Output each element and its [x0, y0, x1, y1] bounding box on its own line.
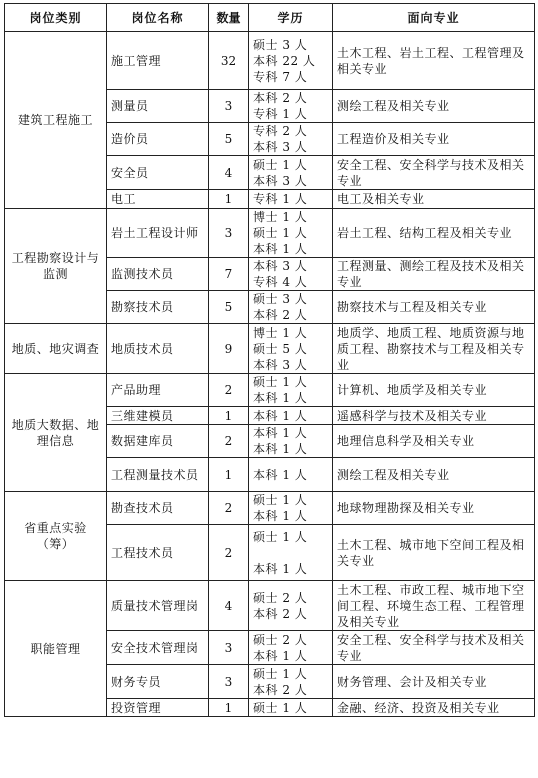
category-label: 职能管理 — [30, 641, 81, 656]
major-cell-text: 地理信息科学及相关专业 — [337, 434, 475, 448]
count-cell-text: 3 — [224, 640, 233, 655]
education-cell — [249, 458, 333, 492]
position-cell — [107, 407, 209, 425]
position-cell — [107, 324, 209, 374]
education-cell-text: 博士 1 人 硕士 1 人 本科 1 人 — [253, 210, 308, 256]
count-cell-text: 9 — [224, 341, 233, 356]
major-cell-text: 计算机、地质学及相关专业 — [337, 383, 488, 397]
table-row — [5, 374, 535, 407]
education-cell-text: 硕士 1 人 本科 1 人 — [253, 493, 308, 523]
education-cell — [249, 291, 333, 324]
major-cell — [333, 291, 535, 324]
major-cell-text: 岩土工程、结构工程及相关专业 — [337, 226, 513, 240]
education-cell — [249, 374, 333, 407]
major-cell — [333, 425, 535, 458]
header-row — [5, 4, 535, 32]
education-cell — [249, 525, 333, 581]
education-cell — [249, 492, 333, 525]
major-cell-text: 金融、经济、投资及相关专业 — [337, 700, 500, 715]
major-cell-text: 勘察技术与工程及相关专业 — [337, 300, 488, 314]
position-cell-text: 投资管理 — [111, 700, 162, 715]
count-cell-text: 2 — [224, 434, 233, 448]
major-cell — [333, 209, 535, 258]
recruitment-table — [4, 3, 535, 717]
count-cell-text: 4 — [224, 598, 233, 613]
education-cell — [249, 699, 333, 717]
major-cell — [333, 156, 535, 190]
education-cell-text: 专科 2 人 本科 3 人 — [253, 124, 308, 154]
count-cell — [209, 258, 249, 291]
education-cell — [249, 665, 333, 699]
position-cell-text: 勘察技术员 — [111, 300, 174, 314]
category-label: 建筑工程施工 — [17, 113, 93, 127]
count-cell-text: 7 — [224, 267, 233, 281]
education-cell-text: 硕士 2 人 本科 2 人 — [253, 590, 308, 621]
education-cell-text: 博士 1 人 硕士 5 人 本科 3 人 — [253, 325, 308, 372]
major-cell — [333, 525, 535, 581]
count-cell — [209, 291, 249, 324]
education-cell — [249, 156, 333, 190]
position-cell — [107, 374, 209, 407]
position-cell-text: 电工 — [111, 192, 137, 206]
count-cell — [209, 581, 249, 631]
position-cell — [107, 123, 209, 156]
major-cell — [333, 324, 535, 374]
position-cell-text: 造价员 — [111, 132, 149, 146]
major-cell-text: 土木工程、市政工程、城市地下空间工程、环境生态工程、工程管理及相关专业 — [337, 582, 525, 629]
education-cell-text: 专科 1 人 — [253, 192, 308, 206]
position-cell-text: 数据建库员 — [111, 434, 174, 448]
position-cell-text: 工程技术员 — [111, 545, 174, 560]
major-cell-text: 遥感科学与技术及相关专业 — [337, 408, 488, 423]
position-cell — [107, 425, 209, 458]
table-row — [5, 209, 535, 258]
position-cell-text: 勘查技术员 — [111, 501, 174, 515]
major-cell — [333, 374, 535, 407]
position-cell — [107, 90, 209, 123]
education-cell — [249, 631, 333, 665]
category-label: 省重点实验（筹） — [24, 521, 87, 551]
category-label: 工程勘察设计与监测 — [11, 251, 100, 281]
count-cell-text: 3 — [224, 674, 233, 689]
education-cell — [249, 425, 333, 458]
major-cell-text: 工程测量、测绘工程及技术及相关专业 — [337, 259, 525, 289]
position-cell-text: 地质技术员 — [111, 341, 174, 356]
education-cell-text: 本科 1 人 — [253, 467, 308, 482]
major-cell — [333, 665, 535, 699]
position-cell-text: 安全技术管理岗 — [111, 640, 199, 655]
position-cell-text: 三维建模员 — [111, 408, 174, 423]
major-cell-text: 土木工程、岩土工程、工程管理及相关专业 — [337, 45, 525, 76]
table-row — [5, 492, 535, 525]
education-cell — [249, 407, 333, 425]
education-cell-text: 硕士 1 人 本科 1 人 — [253, 375, 308, 405]
education-cell — [249, 123, 333, 156]
major-cell-text: 测绘工程及相关专业 — [337, 99, 450, 113]
position-cell — [107, 32, 209, 90]
education-cell-text: 硕士 3 人 本科 2 人 — [253, 292, 308, 322]
education-cell — [249, 32, 333, 90]
position-cell — [107, 631, 209, 665]
count-cell — [209, 90, 249, 123]
table-row — [5, 581, 535, 631]
count-cell — [209, 407, 249, 425]
education-cell-text: 硕士 1 人 本科 2 人 — [253, 666, 308, 697]
education-cell-text: 本科 3 人 专科 4 人 — [253, 259, 308, 289]
position-cell — [107, 291, 209, 324]
major-cell — [333, 407, 535, 425]
count-cell-text: 1 — [224, 467, 233, 482]
count-cell-text: 1 — [224, 408, 233, 423]
position-cell-text: 岩土工程设计师 — [111, 226, 199, 240]
education-cell-text: 本科 1 人 本科 1 人 — [253, 426, 308, 456]
count-cell — [209, 324, 249, 374]
count-cell — [209, 123, 249, 156]
position-cell — [107, 492, 209, 525]
major-cell — [333, 190, 535, 209]
header-education: 学历 — [249, 4, 333, 32]
count-cell — [209, 32, 249, 90]
count-cell-text: 5 — [224, 300, 233, 314]
count-cell — [209, 458, 249, 492]
header-category: 岗位类别 — [5, 4, 107, 32]
position-cell — [107, 581, 209, 631]
major-cell-text: 财务管理、会计及相关专业 — [337, 674, 488, 689]
education-cell — [249, 190, 333, 209]
major-cell-text: 土木工程、城市地下空间工程及相关专业 — [337, 537, 525, 568]
count-cell — [209, 156, 249, 190]
major-cell-text: 安全工程、安全科学与技术及相关专业 — [337, 632, 525, 663]
education-cell-text: 硕士 1 人 — [253, 700, 308, 715]
position-cell — [107, 525, 209, 581]
count-cell-text: 1 — [224, 700, 233, 715]
category-cell — [5, 492, 107, 581]
position-cell-text: 监测技术员 — [111, 267, 174, 281]
education-cell — [249, 90, 333, 123]
count-cell-text: 5 — [224, 132, 233, 146]
position-cell-text: 质量技术管理岗 — [111, 598, 199, 613]
category-cell — [5, 374, 107, 492]
count-cell-text: 1 — [224, 192, 233, 206]
education-cell — [249, 258, 333, 291]
count-cell — [209, 425, 249, 458]
position-cell — [107, 665, 209, 699]
education-cell — [249, 324, 333, 374]
count-cell — [209, 665, 249, 699]
count-cell — [209, 631, 249, 665]
major-cell-text: 工程造价及相关专业 — [337, 132, 450, 146]
education-cell-text: 硕士 3 人 本科 22 人 专科 7 人 — [253, 37, 316, 84]
major-cell — [333, 492, 535, 525]
count-cell-text: 2 — [224, 383, 233, 397]
count-cell-text: 3 — [224, 99, 233, 113]
education-cell-text: 硕士 1 人 本科 1 人 — [253, 529, 308, 576]
education-cell-text: 硕士 1 人 本科 3 人 — [253, 157, 308, 188]
major-cell — [333, 631, 535, 665]
category-label: 地质大数据、地理信息 — [11, 417, 100, 448]
position-cell — [107, 156, 209, 190]
table-body — [5, 32, 535, 717]
count-cell-text: 2 — [224, 501, 233, 515]
header-position: 岗位名称 — [107, 4, 209, 32]
category-cell — [5, 324, 107, 374]
major-cell — [333, 581, 535, 631]
position-cell — [107, 699, 209, 717]
category-cell — [5, 581, 107, 717]
major-cell-text: 安全工程、安全科学与技术及相关专业 — [337, 157, 525, 188]
major-cell-text: 电工及相关专业 — [337, 192, 425, 206]
table-row — [5, 324, 535, 374]
education-cell-text: 本科 2 人 专科 1 人 — [253, 91, 308, 121]
education-cell-text: 本科 1 人 — [253, 408, 308, 423]
count-cell-text: 32 — [220, 53, 237, 68]
major-cell-text: 地球物理勘探及相关专业 — [337, 501, 475, 515]
education-cell — [249, 209, 333, 258]
position-cell-text: 工程测量技术员 — [111, 467, 199, 482]
count-cell-text: 4 — [224, 165, 233, 180]
major-cell — [333, 123, 535, 156]
category-label: 地质、地灾调查 — [11, 341, 100, 356]
count-cell — [209, 492, 249, 525]
header-count: 数量 — [209, 4, 249, 32]
major-cell-text: 地质学、地质工程、地质资源与地质工程、勘察技术与工程及相关专业 — [337, 325, 525, 372]
major-cell-text: 测绘工程及相关专业 — [337, 467, 450, 482]
education-cell-text: 硕士 2 人 本科 1 人 — [253, 632, 308, 663]
count-cell-text: 3 — [224, 226, 233, 240]
education-cell — [249, 581, 333, 631]
count-cell — [209, 525, 249, 581]
count-cell — [209, 699, 249, 717]
category-cell — [5, 32, 107, 209]
position-cell — [107, 190, 209, 209]
count-cell-text: 2 — [224, 545, 233, 560]
position-cell-text: 安全员 — [111, 165, 149, 180]
table-row — [5, 32, 535, 90]
major-cell — [333, 458, 535, 492]
major-cell — [333, 90, 535, 123]
major-cell — [333, 258, 535, 291]
count-cell — [209, 190, 249, 209]
position-cell — [107, 458, 209, 492]
position-cell-text: 测量员 — [111, 99, 149, 113]
count-cell — [209, 374, 249, 407]
position-cell-text: 施工管理 — [111, 53, 162, 68]
position-cell — [107, 258, 209, 291]
category-cell — [5, 209, 107, 324]
count-cell — [209, 209, 249, 258]
position-cell-text: 产品助理 — [111, 383, 162, 397]
header-major: 面向专业 — [333, 4, 535, 32]
major-cell — [333, 32, 535, 90]
major-cell — [333, 699, 535, 717]
position-cell — [107, 209, 209, 258]
position-cell-text: 财务专员 — [111, 674, 162, 689]
